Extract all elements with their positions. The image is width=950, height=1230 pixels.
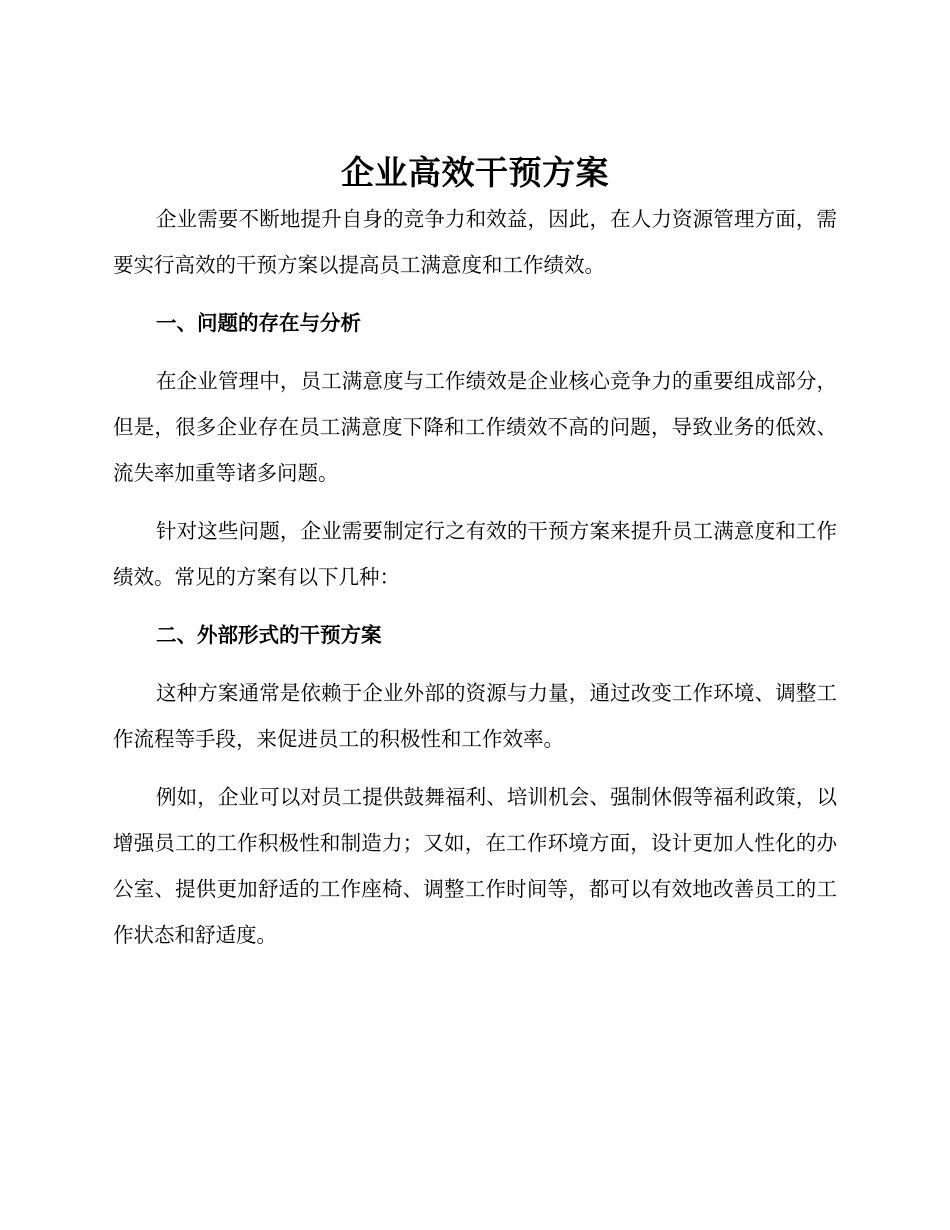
- section1-paragraph-1: 在企业管理中，员工满意度与工作绩效是企业核心竞争力的重要组成部分，但是，很多企业存在员工满意度下降和工作绩效不高的问题，导致业务的低效、流失率加重等诸多问题。: [113, 369, 837, 485]
- section1-paragraph-2: 针对这些问题，企业需要制定行之有效的干预方案来提升员工满意度和工作绩效。常见的方案有以下几种：: [113, 519, 837, 589]
- spacer: [113, 658, 837, 670]
- section-heading-1: 一、问题的存在与分析: [156, 311, 361, 335]
- document-title: 企业高效干预方案: [341, 153, 609, 192]
- spacer: [113, 762, 837, 774]
- spacer: [113, 496, 837, 508]
- section2-paragraph-2: 例如，企业可以对员工提供鼓舞福利、培训机会、强制休假等福利政策，以增强员工的工作积极性和制造力；又如，在工作环境方面，设计更加人性化的办公室、提供更加舒适的工作座椅、调整工作时间等，都可以有效地改善员工的工作状态和舒适度。: [113, 785, 837, 947]
- intro-paragraph: 企业需要不断地提升自身的竞争力和效益，因此，在人力资源管理方面，需要实行高效的干预方案以提高员工满意度和工作绩效。: [113, 207, 837, 277]
- section-heading-2: 二、外部形式的干预方案: [156, 623, 382, 647]
- spacer: [113, 288, 837, 300]
- spacer: [113, 600, 837, 612]
- section2-paragraph-1: 这种方案通常是依赖于企业外部的资源与力量，通过改变工作环境、调整工作流程等手段，来促进员工的积极性和工作效率。: [113, 681, 837, 751]
- spacer: [113, 346, 837, 358]
